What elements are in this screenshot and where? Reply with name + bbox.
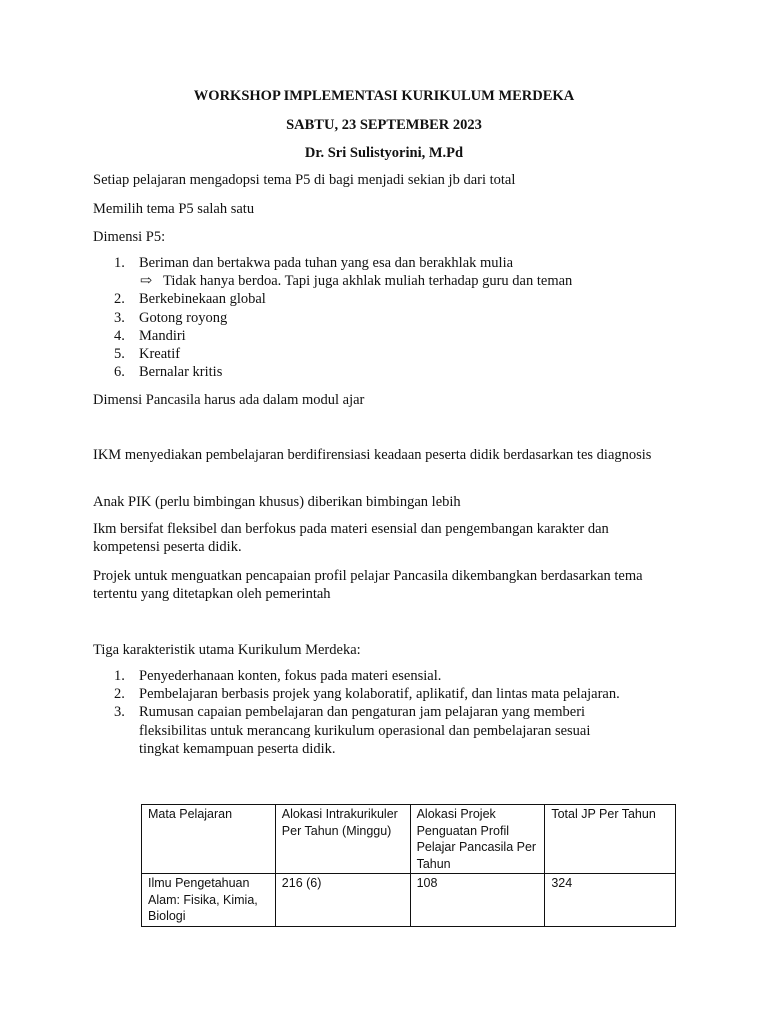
paragraph-dimensi-heading: Dimensi P5: xyxy=(93,229,166,245)
paragraph-ikm-diferensiasi: IKM menyediakan pembelajaran berdifirensiasi keadaan peserta didik berdasarkan tes diagnosis xyxy=(93,447,652,463)
list-text: Penyederhanaan konten, fokus pada materi esensial. xyxy=(139,668,442,684)
paragraph-tiga-karakteristik: Tiga karakteristik utama Kurikulum Merdeka: xyxy=(93,642,361,658)
list-number: 5. xyxy=(114,346,125,363)
list-text: Berkebinekaan global xyxy=(139,291,266,308)
list-text: Bernalar kritis xyxy=(139,364,223,381)
subitem-text: Tidak hanya berdoa. Tapi juga akhlak muliah terhadap guru dan teman xyxy=(163,273,573,290)
karakteristik-list xyxy=(93,667,683,758)
list-number: 1. xyxy=(114,668,125,684)
dimensi-list xyxy=(93,254,683,381)
list-number: 1. xyxy=(114,255,125,271)
list-item xyxy=(93,290,683,308)
list-item xyxy=(93,667,683,685)
right-arrow-icon: ⇨ xyxy=(140,273,153,290)
paragraph-anak-pik: Anak PIK (perlu bimbingan khusus) diberikan bimbingan lebih xyxy=(93,494,461,510)
speaker-name: Dr. Sri Sulistyorini, M.Pd xyxy=(304,145,464,161)
list-number: 3. xyxy=(114,704,125,721)
table-header-cell: Alokasi Projek Penguatan Profil Pelajar Pancasila Per Tahun xyxy=(410,805,545,874)
list-number: 3. xyxy=(114,309,125,326)
list-number: 2. xyxy=(114,291,125,308)
table-cell: Ilmu Pengetahuan Alam: Fisika, Kimia, Biologi xyxy=(142,874,276,927)
table-header-cell: Total JP Per Tahun xyxy=(545,805,676,874)
list-text: Mandiri xyxy=(139,327,186,344)
list-subitem xyxy=(93,272,683,290)
table-header-row xyxy=(142,805,676,874)
table-header-cell: Mata Pelajaran xyxy=(142,805,276,874)
alokasi-table xyxy=(141,804,676,927)
list-item xyxy=(93,254,683,272)
table-row xyxy=(142,874,676,927)
list-number: 6. xyxy=(114,364,125,381)
list-text: Pembelajaran berbasis projek yang kolaboratif, aplikatif, dan lintas mata pelajaran. xyxy=(139,686,620,703)
list-item xyxy=(93,703,619,758)
list-text: Rumusan capaian pembelajaran dan pengaturan jam pelajaran yang memberi fleksibilitas untuk merancang kurikulum operasional dan pembelajaran sesuai tingkat kemampuan peserta didik. xyxy=(139,704,591,757)
document-date: SABTU, 23 SEPTEMBER 2023 xyxy=(286,117,482,133)
paragraph-memilih-tema: Memilih tema P5 salah satu xyxy=(93,201,255,217)
table-cell: 324 xyxy=(545,874,676,927)
list-number: 2. xyxy=(114,686,125,703)
list-item xyxy=(93,345,683,363)
list-text: Beriman dan bertakwa pada tuhan yang esa dan berakhlak mulia xyxy=(139,255,514,271)
paragraph-ikm-fleksibel: Ikm bersifat fleksibel dan berfokus pada materi esensial dan pengembangan karakter dan kompetensi peserta didik. xyxy=(93,521,609,555)
list-item xyxy=(93,363,683,381)
document-title: WORKSHOP IMPLEMENTASI KURIKULUM MERDEKA xyxy=(193,88,575,104)
table-cell: 216 (6) xyxy=(275,874,410,927)
paragraph-tema-p5: Setiap pelajaran mengadopsi tema P5 di bagi menjadi sekian jb dari total xyxy=(93,172,516,188)
list-item xyxy=(93,327,683,345)
list-number: 4. xyxy=(114,327,125,344)
table-cell: 108 xyxy=(410,874,545,927)
paragraph-projek-profil: Projek untuk menguatkan pencapaian profil pelajar Pancasila dikembangkan berdasarkan tema tertentu yang ditetapkan oleh pemerintah xyxy=(93,568,643,602)
list-item xyxy=(93,685,683,703)
list-text: Gotong royong xyxy=(139,309,228,326)
table-header-cell: Alokasi Intrakurikuler Per Tahun (Minggu) xyxy=(275,805,410,874)
list-item xyxy=(93,309,683,327)
paragraph-dimensi-pancasila: Dimensi Pancasila harus ada dalam modul ajar xyxy=(93,392,365,408)
list-text: Kreatif xyxy=(139,346,181,363)
